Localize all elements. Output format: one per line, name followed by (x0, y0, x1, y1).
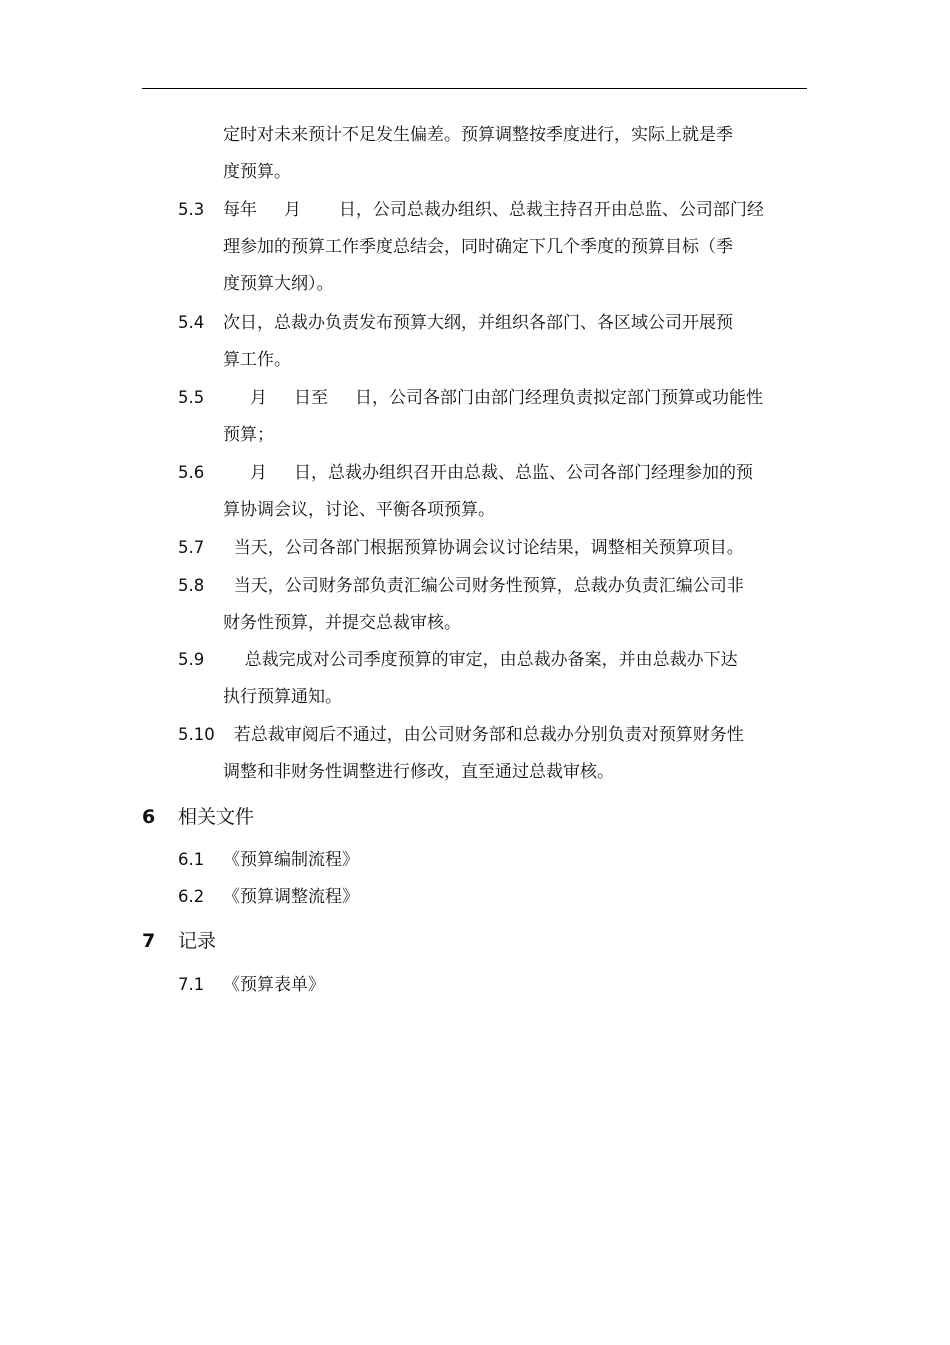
item-line: 财务性预算，并提交总裁审核。 (223, 613, 461, 633)
continuation-line: 度预算。 (223, 162, 291, 182)
item-number: 5.10 (178, 725, 215, 744)
item-number: 6.2 (178, 887, 205, 906)
item-line: 次日，总裁办负责发布预算大纲，并组织各部门、各区域公司开展预 (223, 313, 733, 333)
item-line: 执行预算通知。 (223, 687, 342, 707)
item-line: 算工作。 (223, 350, 291, 370)
item-line: 理参加的预算工作季度总结会，同时确定下几个季度的预算目标（季 (223, 237, 733, 257)
item-line: 若总裁审阅后不通过，由公司财务部和总裁办分别负责对预算财务性 (223, 725, 744, 745)
item-line: 当天，公司财务部负责汇编公司财务性预算，总裁办负责汇编公司非 (223, 576, 744, 596)
item-line: 月 日至 日，公司各部门由部门经理负责拟定部门预算或功能性 (223, 388, 764, 408)
item-number: 5.3 (178, 200, 205, 219)
item-number: 5.4 (178, 313, 205, 332)
item-number: 5.8 (178, 576, 205, 595)
section-number: 7 (142, 930, 156, 952)
item-line: 月 日，总裁办组织召开由总裁、总监、公司各部门经理参加的预 (223, 463, 754, 483)
related-document: 《预算编制流程》 (223, 850, 359, 870)
item-line: 每年 月 日，公司总裁办组织、总裁主持召开由总监、公司部门经 (223, 200, 764, 220)
item-line: 当天，公司各部门根据预算协调会议讨论结果，调整相关预算项目。 (223, 538, 744, 558)
item-line: 总裁完成对公司季度预算的审定，由总裁办备案，并由总裁办下达 (223, 650, 738, 670)
section-title: 相关文件 (178, 806, 255, 828)
item-line: 预算； (223, 425, 274, 445)
header-rule (142, 88, 807, 89)
related-document: 《预算调整流程》 (223, 887, 359, 907)
section-number: 6 (142, 806, 156, 828)
item-number: 6.1 (178, 850, 205, 869)
item-number: 7.1 (178, 975, 205, 994)
item-number: 5.7 (178, 538, 205, 557)
continuation-line: 定时对未来预计不足发生偏差。预算调整按季度进行，实际上就是季 (223, 125, 733, 145)
item-number: 5.5 (178, 388, 205, 407)
section-title: 记录 (178, 930, 217, 952)
item-line: 算协调会议，讨论、平衡各项预算。 (223, 500, 495, 520)
item-line: 度预算大纲）。 (223, 274, 334, 294)
item-number: 5.6 (178, 463, 205, 482)
item-line: 调整和非财务性调整进行修改，直至通过总裁审核。 (223, 762, 614, 782)
item-number: 5.9 (178, 650, 205, 669)
record-document: 《预算表单》 (223, 975, 325, 995)
